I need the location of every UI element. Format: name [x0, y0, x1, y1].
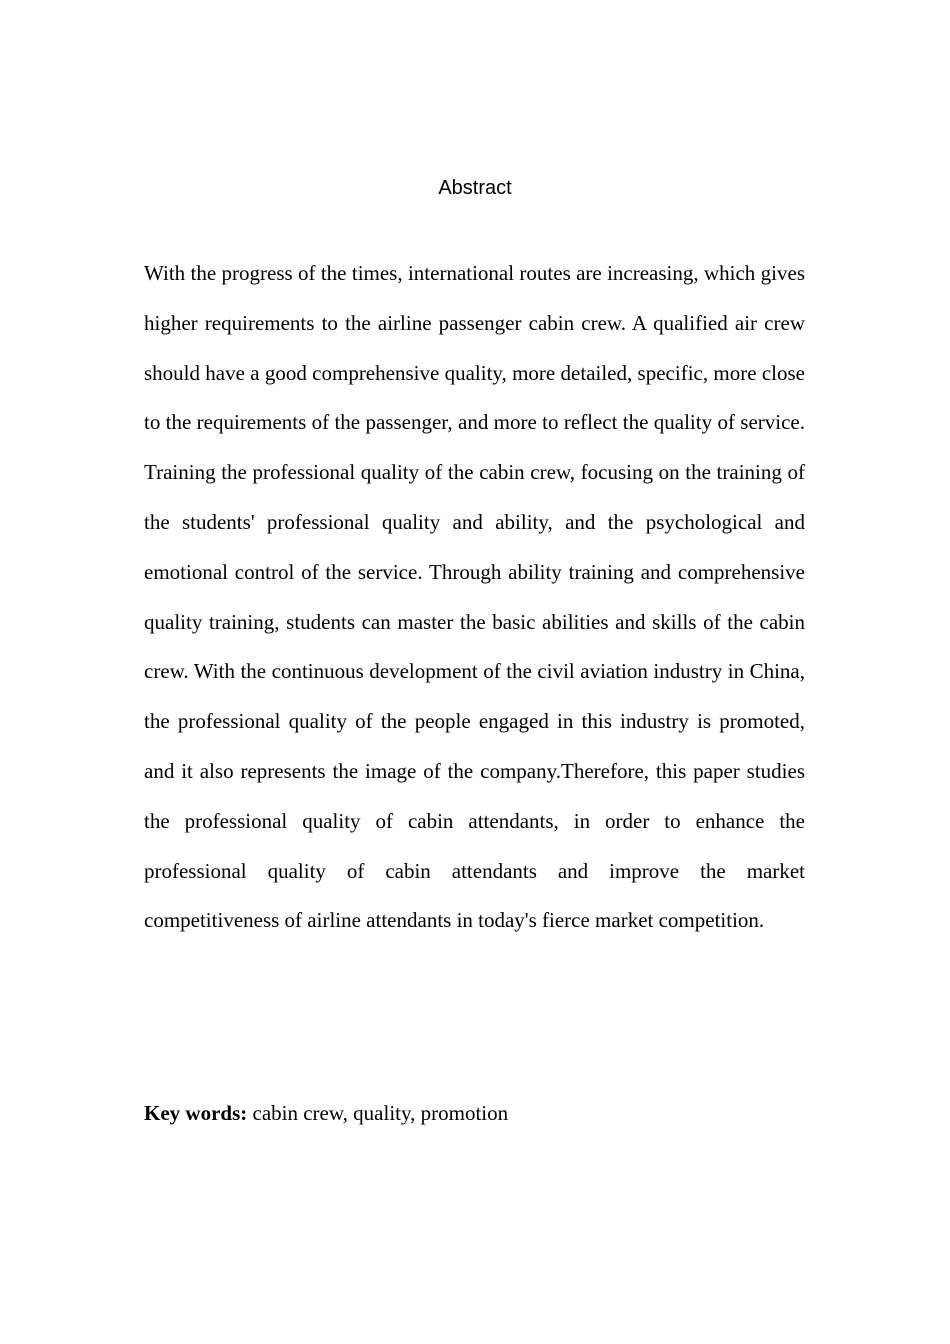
abstract-title: Abstract: [438, 177, 512, 199]
keywords-text: cabin crew, quality, promotion: [252, 1101, 509, 1125]
abstract-body: With the progress of the times, international routes are increasing, which gives higher requirements to the airline passenger cabin crew. A qualified air crew should have a good comprehensive quality, more detailed, specific, more close to the requirements of the passenger, and more to reflect the quality of service. Training the professional quality of the cabin crew, focusing on the training of the students' professional quality and ability, and the psychological and emotional control of the service. Through ability training and comprehensive quality training, students can master the basic abilities and skills of the cabin crew. With the continuous development of the civil aviation industry in China, the professional quality of the people engaged in this industry is promoted, and it also represents the image of the company.Therefore, this paper studies the professional quality of cabin attendants, in order to enhance the professional quality of cabin attendants and improve the market competitiveness of airline attendants in today's fierce market competition.: [144, 261, 805, 933]
keywords-label: Key words:: [144, 1101, 248, 1125]
keywords-line: [144, 1096, 805, 1130]
